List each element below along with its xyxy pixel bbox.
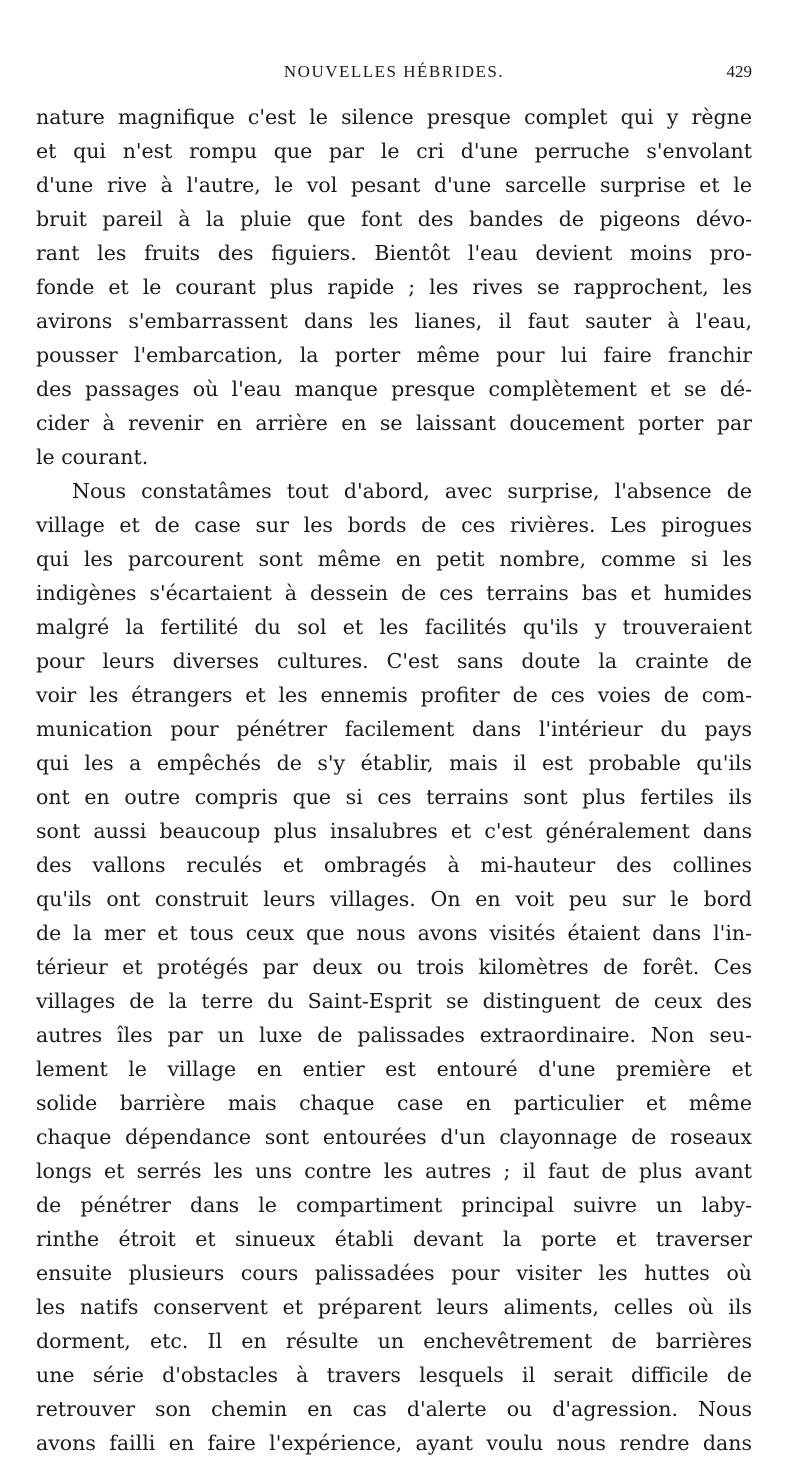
text-line: avirons s'embarrassent dans les lianes, il faut sauter à l'eau, — [36, 309, 752, 333]
text-line: munication pour pénétrer facilement dans l'intérieur du pays — [36, 717, 752, 741]
text-line: avons failli en faire l'expérience, ayant voulu nous rendre dans — [36, 1431, 752, 1455]
text-line: rant les fruits des figuiers. Bientôt l'eau devient moins pro- — [36, 241, 752, 265]
text-line: pousser l'embarcation, la porter même pour lui faire franchir — [36, 343, 752, 367]
text-line: chaque dépendance sont entourées d'un clayonnage de roseaux — [36, 1125, 752, 1149]
text-line: malgré la fertilité du sol et les facilités qu'ils y trouveraient — [36, 615, 752, 639]
text-line: ont en outre compris que si ces terrains sont plus fertiles ils — [36, 785, 752, 809]
text-line: lement le village en entier est entouré d'une première et — [36, 1057, 752, 1081]
text-line: des vallons reculés et ombragés à mi-hauteur des collines — [36, 853, 752, 877]
text-line: villages de la terre du Saint-Esprit se distinguent de ceux des — [36, 989, 752, 1013]
text-line: les natifs conservent et préparent leurs aliments, celles où ils — [36, 1295, 752, 1319]
text-line: qui les parcourent sont même en petit nombre, comme si les — [36, 547, 752, 571]
text-line: Nous constatâmes tout d'abord, avec surprise, l'absence de — [72, 479, 752, 503]
text-line: pour leurs diverses cultures. C'est sans doute la crainte de — [36, 649, 752, 673]
paragraph — [36, 100, 752, 474]
text-line: voir les étrangers et les ennemis profiter de ces voies de com- — [36, 683, 752, 707]
text-line: dorment, etc. Il en résulte un enchevêtrement de barrières — [36, 1329, 752, 1353]
text-line: de la mer et tous ceux que nous avons visités étaient dans l'in- — [36, 921, 752, 945]
text-line: indigènes s'écartaient à dessein de ces terrains bas et humides — [36, 581, 752, 605]
text-line: nature magnifique c'est le silence presque complet qui y règne — [36, 105, 752, 129]
text-line: fonde et le courant plus rapide ; les rives se rapprochent, les — [36, 275, 752, 299]
text-line: d'une rive à l'autre, le vol pesant d'une sarcelle surprise et le — [36, 173, 752, 197]
running-title: NOUVELLES HÉBRIDES. — [283, 62, 505, 81]
text-line: qui les a empêchés de s'y établir, mais il est probable qu'ils — [36, 751, 752, 775]
text-line: de pénétrer dans le compartiment principal suivre un laby- — [36, 1193, 752, 1217]
text-line: une série d'obstacles à travers lesquels il serait difficile de — [36, 1363, 752, 1387]
text-line: retrouver son chemin en cas d'alerte ou d'agression. Nous — [36, 1397, 752, 1421]
text-line: térieur et protégés par deux ou trois kilomètres de forêt. Ces — [36, 955, 752, 979]
text-line: des passages où l'eau manque presque complètement et se dé- — [36, 377, 752, 401]
text-line: longs et serrés les uns contre les autres ; il faut de plus avant — [36, 1159, 752, 1183]
text-line: sont aussi beaucoup plus insalubres et c'est généralement dans — [36, 819, 752, 843]
text-line: cider à revenir en arrière en se laissant doucement porter par — [36, 411, 752, 435]
running-header — [36, 60, 752, 84]
text-line: bruit pareil à la pluie que font des bandes de pigeons dévo- — [36, 207, 752, 231]
text-line: village et de case sur les bords de ces rivières. Les pirogues — [36, 513, 752, 537]
text-line: autres îles par un luxe de palissades extraordinaire. Non seu- — [36, 1023, 752, 1047]
text-line: solide barrière mais chaque case en particulier et même — [36, 1091, 752, 1115]
text-line: ensuite plusieurs cours palissadées pour visiter les huttes où — [36, 1261, 752, 1285]
text-line: et qui n'est rompu que par le cri d'une perruche s'envolant — [36, 139, 752, 163]
text-line: qu'ils ont construit leurs villages. On en voit peu sur le bord — [36, 887, 752, 911]
body-text — [36, 100, 752, 1460]
page-number: 429 — [726, 62, 752, 81]
text-line: le courant. — [36, 445, 149, 469]
text-line: rinthe étroit et sinueux établi devant la porte et traverser — [36, 1227, 752, 1251]
paragraph — [36, 474, 752, 1460]
